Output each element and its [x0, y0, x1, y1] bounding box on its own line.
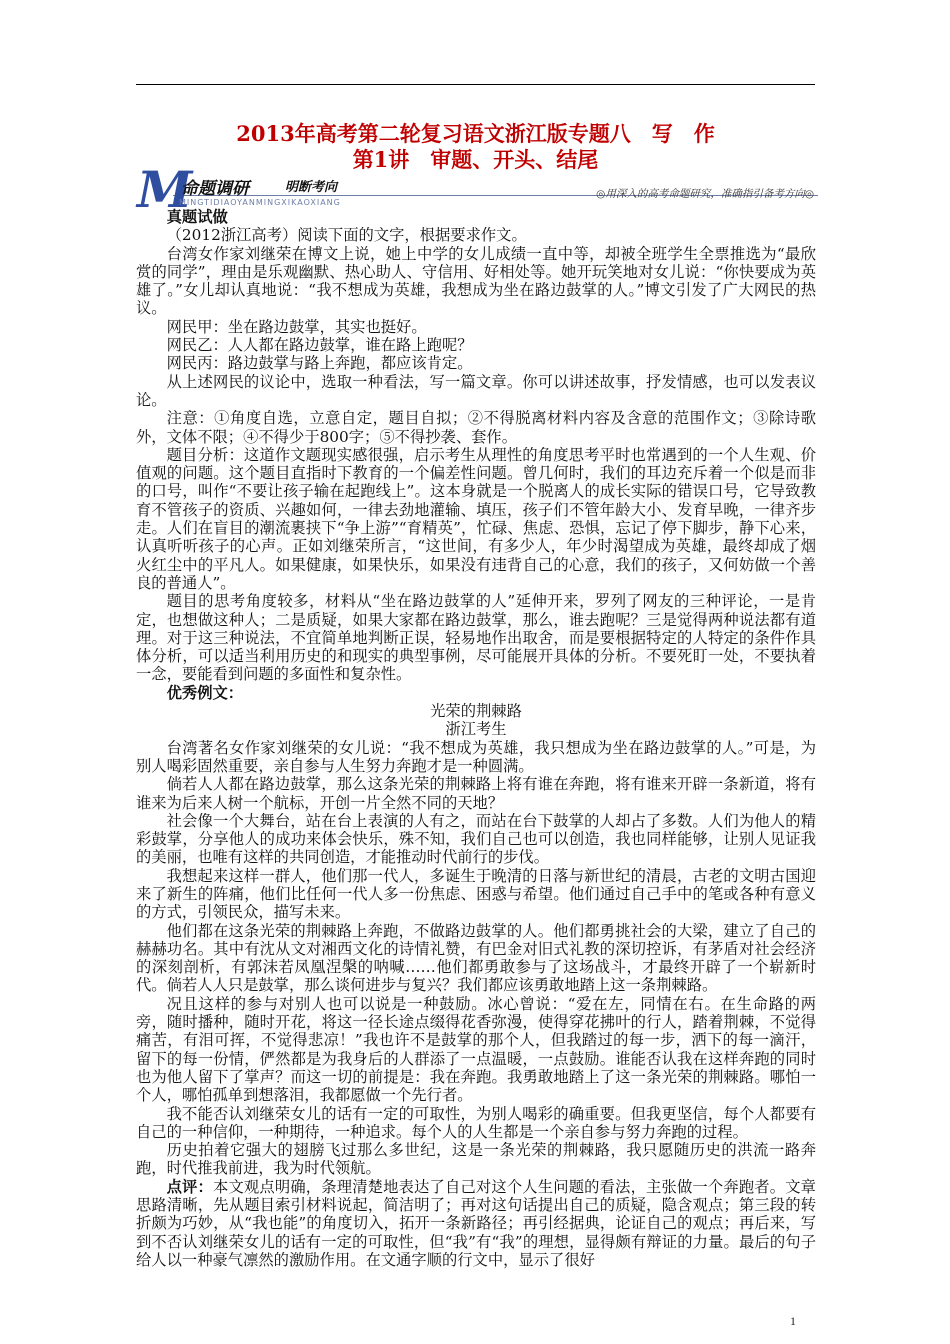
paragraph: 网民乙：人人都在路边鼓掌，谁在路上跑呢？ [166, 336, 473, 355]
paragraph: 题目分析：这道作文题现实感很强，启示考生从理性的角度思考平时也常遇到的一个人生观、价值观的问题。这个题目直指时下教育的一个偏差性问题。曾几何时，我们的耳边充斥着一个似是而非的口号，叫作“不要让孩子输在起跑线上”。这本身就是一个脱离人的成长实际的错误口号，它导致教育不管孩子的资质、兴趣如何，一律去劲地灌输、填压，孩子们不管年龄大小、发育早晚，一律齐步走。人们在盲目的潮流裹挟下“争上游”“育精英”，忙碌、焦虑、恐惧，忘记了停下脚步，静下心来，认真听听孩子的心声。正如刘继荣所言，“这世间，有多少人，年少时渴望成为英雄，最终却成了烟火红尘中的平凡人。如果健康，如果快乐，如果没有违背自己的心意，我们的孩子，又何妨做一个善良的普通人”。 [136, 445, 816, 592]
banner-subheading: 明断考向 [285, 180, 338, 195]
essay-title: 光荣的荆棘路 [430, 702, 522, 721]
section-heading: 真题试做 [166, 208, 228, 226]
banner-tagline: ◎用深入的高考命题研究，准确指引备考方向◎ [596, 188, 814, 200]
document-body [136, 208, 816, 1269]
paragraph: 历史拍着它强大的翅膀飞过那么多世纪，这是一条光荣的荆棘路，我只愿随历史的洪流一路奔跑，时代推我前进，我为时代领航。 [136, 1141, 816, 1178]
paragraph: 从上述网民的议论中，选取一种看法，写一篇文章。你可以讲述故事，抒发情感，也可以发表议论。 [136, 372, 816, 409]
paragraph: 我不能否认刘继荣女儿的话有一定的可取性，为别人喝彩的确重要。但我更坚信，每个人都要有自己的一种信仰，一种期待，一种追求。每个人的人生都是一个亲自参与努力奔跑的过程。 [136, 1104, 816, 1141]
paragraph: 况且这样的参与对别人也可以说是一种鼓励。冰心曾说：“爱在左，同情在右。在生命路的两旁，随时播种，随时开花，将这一径长途点缀得花香弥漫，使得穿花拂叶的行人，踏着荆棘，不觉得痛苦，有泪可挥，不觉得悲凉！”我也许不是鼓掌的那个人，但我踏过的每一步，洒下的每一滴汗，留下的每一份情，俨然都是为我身后的人群添了一点温暖，一点鼓励。谁能否认我在这样奔跑的同时也为他人留下了掌声？而这一切的前提是：我在奔跑。我勇敢地踏上了这一条光荣的荆棘路。哪怕一个人，哪怕孤单到想落泪，我都愿做一个先行者。 [136, 994, 816, 1105]
paragraph: 网民甲：坐在路边鼓掌，其实也挺好。 [166, 317, 427, 336]
paragraph: （2012浙江高考）阅读下面的文字，根据要求作文。 [166, 226, 527, 245]
paragraph: 社会像一个大舞台，站在台上表演的人有之，而站在台下鼓掌的人却占了多数。人们为他人的精彩鼓掌，分享他人的成功来体会快乐，殊不知，我们自己也可以创造，我也同样能够，让别人见证我的美丽，也唯有这样的共同创造，才能推动时代前行的步伐。 [136, 811, 816, 867]
section-heading: 优秀例文： [166, 683, 244, 702]
comment-paragraph [136, 1178, 816, 1269]
paragraph: 我想起来这样一群人，他们那一代人，多诞生于晚清的日落与新世纪的清晨，古老的文明古国迎来了新生的阵痛，他们比任何一代人多一份焦虑、困惑与希望。他们通过自己手中的笔或各种有意义的方式，引领民众，描写未来。 [136, 866, 816, 922]
banner-logo-letter: M [137, 160, 193, 219]
paragraph: 台湾著名女作家刘继荣的女儿说：“我不想成为英雄，我只想成为坐在路边鼓掌的人。”可是，为别人喝彩固然重要，亲自参与人生努力奔跑才是一种圆满。 [136, 738, 816, 775]
paragraph: 倘若人人都在路边鼓掌，那么这条光荣的荆棘路上将有谁在奔跑，将有谁来开辟一条新道，将有谁来为后来人树一个航标，开创一片全然不同的天地？ [136, 775, 816, 812]
page-subtitle: 第1讲 审题、开头、结尾 [352, 147, 599, 172]
essay-author: 浙江考生 [445, 720, 507, 739]
banner-pinyin: MINGTIDIAOYANMINGXIKAOXIANG [179, 198, 341, 207]
comment-text: 本文观点明确，条理清楚地表达了自己对这个人生问题的看法，主张做一个奔跑者。文章思路清晰，先从题目索引材料说起，简洁明了；再对这句话提出自己的质疑，隐含观点；第三段的转折颇为巧妙，从“我也能”的角度切入，拓开一条新路径；再引经据典，论证自己的观点；再后来，写到不否认刘继荣女儿的话有一定的可取性，但“我”有“我”的理想，显得颇有辩证的力量。最后的句子给人以一种豪气凛然的激励作用。在文通字顺的行文中，显示了很好 [136, 1177, 816, 1269]
paragraph: 题目的思考角度较多，材料从“坐在路边鼓掌的人”延伸开来，罗列了网友的三种评论，一是肯定，也想做这种人；二是质疑，如果大家都在路边鼓掌，那么，谁去跑呢？三是觉得两种说法都有道理。对于这三种说法，不宜简单地判断正误，轻易地作出取舍，而是要根据特定的人特定的条件作具体分析，可以适当利用历史的和现实的典型事例，尽可能展开具体的分析。不要死盯一处，不要执着一念，要能看到问题的多面性和复杂性。 [136, 592, 816, 684]
page-number: 1 [790, 1314, 796, 1328]
page-title: 2013年高考第二轮复习语文浙江版专题八 写 作 [236, 121, 715, 146]
paragraph: 台湾女作家刘继荣在博文上说，她上中学的女儿成绩一直中等，却被全班学生全票推选为“最欣赏的同学”，理由是乐观幽默、热心助人、守信用、好相处等。她开玩笑地对女儿说：“你快要成为英雄了。”女儿却认真地说：“我不想成为英雄，我想成为坐在路边鼓掌的人。”博文引发了广大网民的热议。 [136, 244, 816, 318]
paragraph: 他们都在这条光荣的荆棘路上奔跑，不做路边鼓掌的人。他们都勇挑社会的大梁，建立了自己的赫赫功名。其中有沈从文对湘西文化的诗情礼赞，有巴金对旧式礼教的深切控诉，有茅盾对社会经济的深刻剖析，有郭沫若凤凰涅槃的呐喊……他们都勇敢参与了这场战斗，才最终开辟了一个崭新时代。倘若人人只是鼓掌，那么谈何进步与复兴？我们都应该勇敢地踏上这一条荆棘路。 [136, 921, 816, 995]
paragraph: 注意：①角度自选，立意自定，题目自拟；②不得脱离材料内容及含意的范围作文；③除诗歌外，文体不限；④不得少于800字；⑤不得抄袭、套作。 [136, 409, 816, 446]
comment-label: 点评： [166, 1177, 213, 1196]
banner-heading: 命题调研 [181, 179, 249, 199]
paragraph: 网民丙：路边鼓掌与路上奔跑，都应该肯定。 [166, 354, 473, 373]
top-rule [136, 84, 815, 85]
